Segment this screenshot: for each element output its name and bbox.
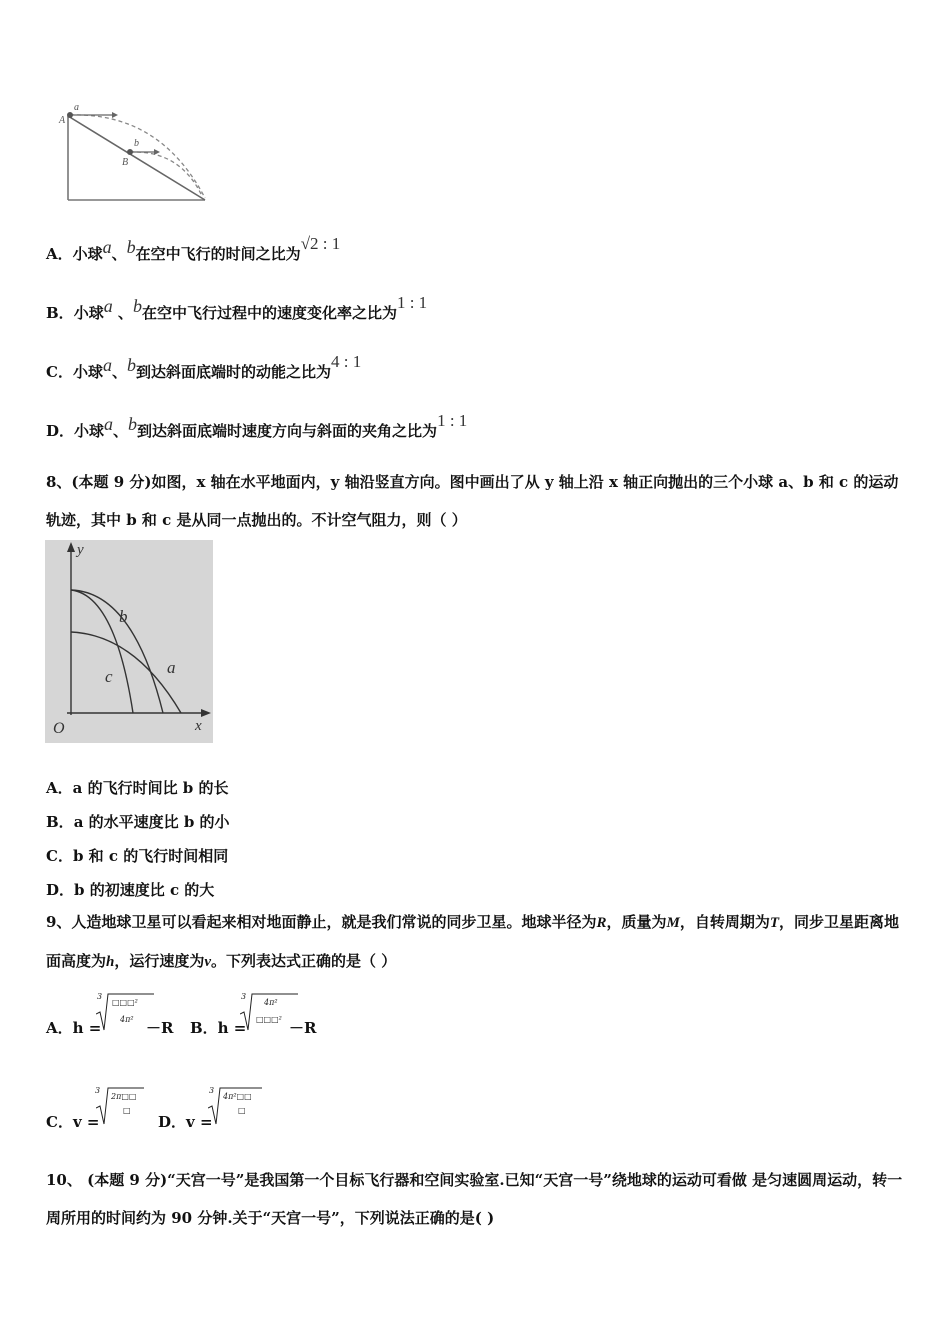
incline-slope	[68, 116, 205, 200]
q9-option-c[interactable]: C．v = 3 2π□□ □	[46, 1084, 156, 1128]
label-b-curve: b	[119, 607, 128, 626]
label-a: a	[74, 102, 79, 113]
label-b: b	[134, 138, 139, 149]
label-a-curve: a	[167, 658, 176, 677]
q10-stem: 10、 (本题 9 分)“天宫一号”是我国第一个目标飞行器和空间实验室.已知“天宫一号”绕地球的运动可看做 是匀速圆周运动，转一周所用的时间约为 90 分钟.关于“天宫一号”，下列说法正确的是( )	[46, 1171, 903, 1227]
trajectory-b	[130, 152, 202, 196]
label-A: A	[59, 115, 66, 126]
q9-option-a[interactable]: A．h = 3 □□□² 4π² －R	[46, 992, 174, 1037]
projectile-figure	[45, 540, 213, 743]
q7-option-b[interactable]: B．小球a 、b在空中飞行过程中的速度变化率之比为1 : 1	[46, 293, 428, 322]
label-y: y	[77, 542, 84, 558]
q9-option-b[interactable]: B．h = 3 4π² □□□² －R	[190, 992, 317, 1037]
radical-sign	[208, 1084, 264, 1128]
trajectory-a	[70, 115, 205, 198]
q9-stem: 9、人造地球卫星可以看起来相对地面静止，就是我们常说的同步卫星。地球半径为R，质量为M，自转周期为T，同步卫星距离地面高度为h，运行速度为v。下列表达式正确的是（ ）	[46, 913, 900, 970]
q8-option-b[interactable]: B．a 的水平速度比 b 的小	[46, 813, 230, 831]
q8-stem: 8、(本题 9 分)如图，x 轴在水平地面内，y 轴沿竖直方向。图中画出了从 y 轴上沿 x 轴正向抛出的三个小球 a、b 和 c 的运动轨迹，其中 b 和 c 是从同一点抛出的。不计空气阻力，则（ ）	[46, 473, 899, 529]
ball-b	[127, 149, 133, 155]
label-o: O	[53, 720, 65, 737]
incline-figure	[50, 98, 220, 208]
q8-option-a[interactable]: A．a 的飞行时间比 b 的长	[46, 779, 229, 797]
radical-sign	[96, 1084, 146, 1128]
q8-option-c[interactable]: C．b 和 c 的飞行时间相同	[46, 847, 229, 865]
q8-option-d[interactable]: D．b 的初速度比 c 的大	[46, 881, 215, 899]
label-x: x	[195, 718, 202, 734]
q9-option-d[interactable]: D．v = 3 4π²□□ □	[158, 1084, 278, 1128]
ball-a	[67, 112, 73, 118]
q7-option-c[interactable]: C．小球a、b到达斜面底端时的动能之比为4 : 1	[46, 352, 362, 381]
label-c-curve: c	[105, 667, 113, 686]
q7-option-d[interactable]: D．小球a、b到达斜面底端时速度方向与斜面的夹角之比为1 : 1	[46, 411, 468, 440]
q7-option-a[interactable]: A．小球a、b在空中飞行的时间之比为√2 : 1	[46, 234, 341, 263]
label-B: B	[122, 157, 129, 168]
